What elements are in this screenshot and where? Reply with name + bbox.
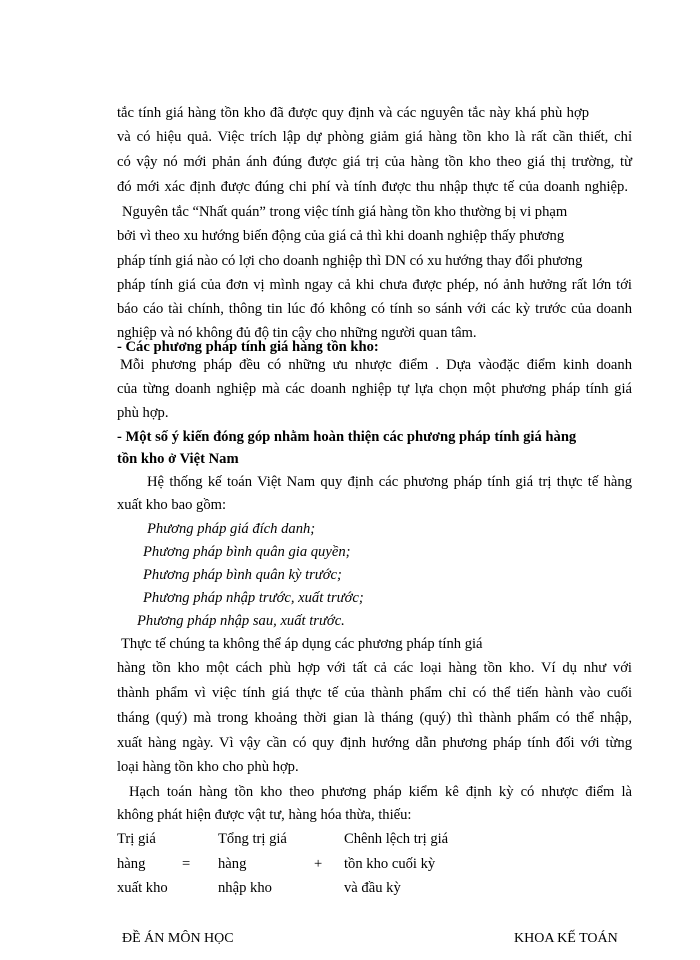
text-line: của từng doanh nghiệp mà các doanh nghiệp tự lựa chọn một phương pháp tính giá (117, 381, 632, 397)
formula-left-term: Trị giá (117, 831, 156, 847)
footer-right: KHOA KẾ TOÁN (514, 931, 618, 946)
footer-left: ĐỀ ÁN MÔN HỌC (122, 931, 234, 946)
text-line: pháp tính giá nào có lợi cho doanh nghiệp thì DN có xu hướng thay đổi phương (117, 253, 583, 269)
text-line: hàng tồn kho một cách phù hợp với tất cả các loại hàng tồn kho. Ví dụ như với (117, 660, 632, 676)
text-line: Mỗi phương pháp đều có những ưu nhược điểm . Dựa vàođặc điểm kinh doanh (120, 357, 632, 373)
text-line: xuất kho bao gồm: (117, 497, 227, 513)
text-line: Nguyên tắc “Nhất quán” trong việc tính giá hàng tồn kho thường bị vi phạm (122, 204, 568, 220)
formula-right-term: Chênh lệch trị giá (344, 831, 449, 847)
text-line: và có hiệu quả. Việc trích lập dự phòng giảm giá hàng tồn kho là rất cần thiết, chỉ (117, 129, 632, 145)
formula-middle-term: nhập kho (218, 880, 272, 896)
method-item: Phương pháp bình quân kỳ trước; (143, 567, 342, 583)
text-line: báo cáo tài chính, thông tin lúc đó không có tính so sánh với các kỳ trước của doanh (117, 301, 632, 317)
formula-right-term: và đầu kỳ (344, 880, 401, 896)
method-item: Phương pháp bình quân gia quyền; (143, 544, 351, 560)
text-line: Thực tế chúng ta không thể áp dụng các phương pháp tính giá (121, 636, 483, 652)
equals-sign: = (182, 856, 191, 872)
text-line: Hạch toán hàng tồn kho theo phương pháp kiểm kê định kỳ có nhược điểm là (129, 784, 632, 800)
text-line: xuất hàng ngày. Vì vậy cần có quy định hướng dẫn phương pháp tính đối với từng (117, 735, 632, 751)
formula-left-term: xuất kho (117, 880, 168, 896)
text-line: pháp tính giá của đơn vị mình ngay cả khi chưa được phép, nó ảnh hưởng rất lớn tới (117, 277, 632, 293)
text-line: Hệ thống kế toán Việt Nam quy định các phương pháp tính giá trị thực tế hàng (147, 474, 632, 490)
formula-middle-term: hàng (218, 856, 247, 872)
plus-sign: + (314, 856, 323, 872)
text-line: có vậy nó mới phản ánh đúng được giá trị của hàng tồn kho theo giá thị trường, từ (117, 154, 632, 170)
text-line: thành phẩm vì việc tính giá thực tế của thành phẩm chỉ có thể tiến hành vào cuối (117, 685, 632, 701)
section-heading: tồn kho ở Việt Nam (117, 451, 239, 467)
section-heading: - Các phương pháp tính giá hàng tồn kho: (117, 339, 379, 355)
text-line: nghiệp và nó không đủ độ tin cậy cho những người quan tâm. (117, 325, 477, 341)
text-line: đó mới xác định được đúng chi phí và tính được thu nhập thực tế của doanh nghiệp. (117, 179, 628, 195)
text-line: tắc tính giá hàng tồn kho đã được quy định và các nguyên tắc này khá phù hợp (117, 105, 589, 121)
section-heading: - Một số ý kiến đóng góp nhằm hoàn thiện các phương pháp tính giá hàng (117, 429, 577, 445)
formula-right-term: tồn kho cuối kỳ (344, 856, 436, 872)
text-line: bởi vì theo xu hướng biến động của giá cả thì khi doanh nghiệp thấy phương (117, 228, 565, 244)
method-item: Phương pháp giá đích danh; (147, 521, 316, 537)
text-line: loại hàng tồn kho cho phù hợp. (117, 759, 299, 775)
formula-left-term: hàng (117, 856, 146, 872)
method-item: Phương pháp nhập trước, xuất trước; (143, 590, 364, 606)
text-line: phù hợp. (117, 405, 169, 421)
text-line: tháng (quý) mà trong khoảng thời gian là tháng (quý) thì thành phẩm có thể nhập, (117, 710, 632, 726)
text-line: không phát hiện được vật tư, hàng hóa thừa, thiếu: (117, 807, 412, 823)
method-item: Phương pháp nhập sau, xuất trước. (137, 613, 345, 629)
formula-middle-term: Tổng trị giá (218, 831, 287, 847)
